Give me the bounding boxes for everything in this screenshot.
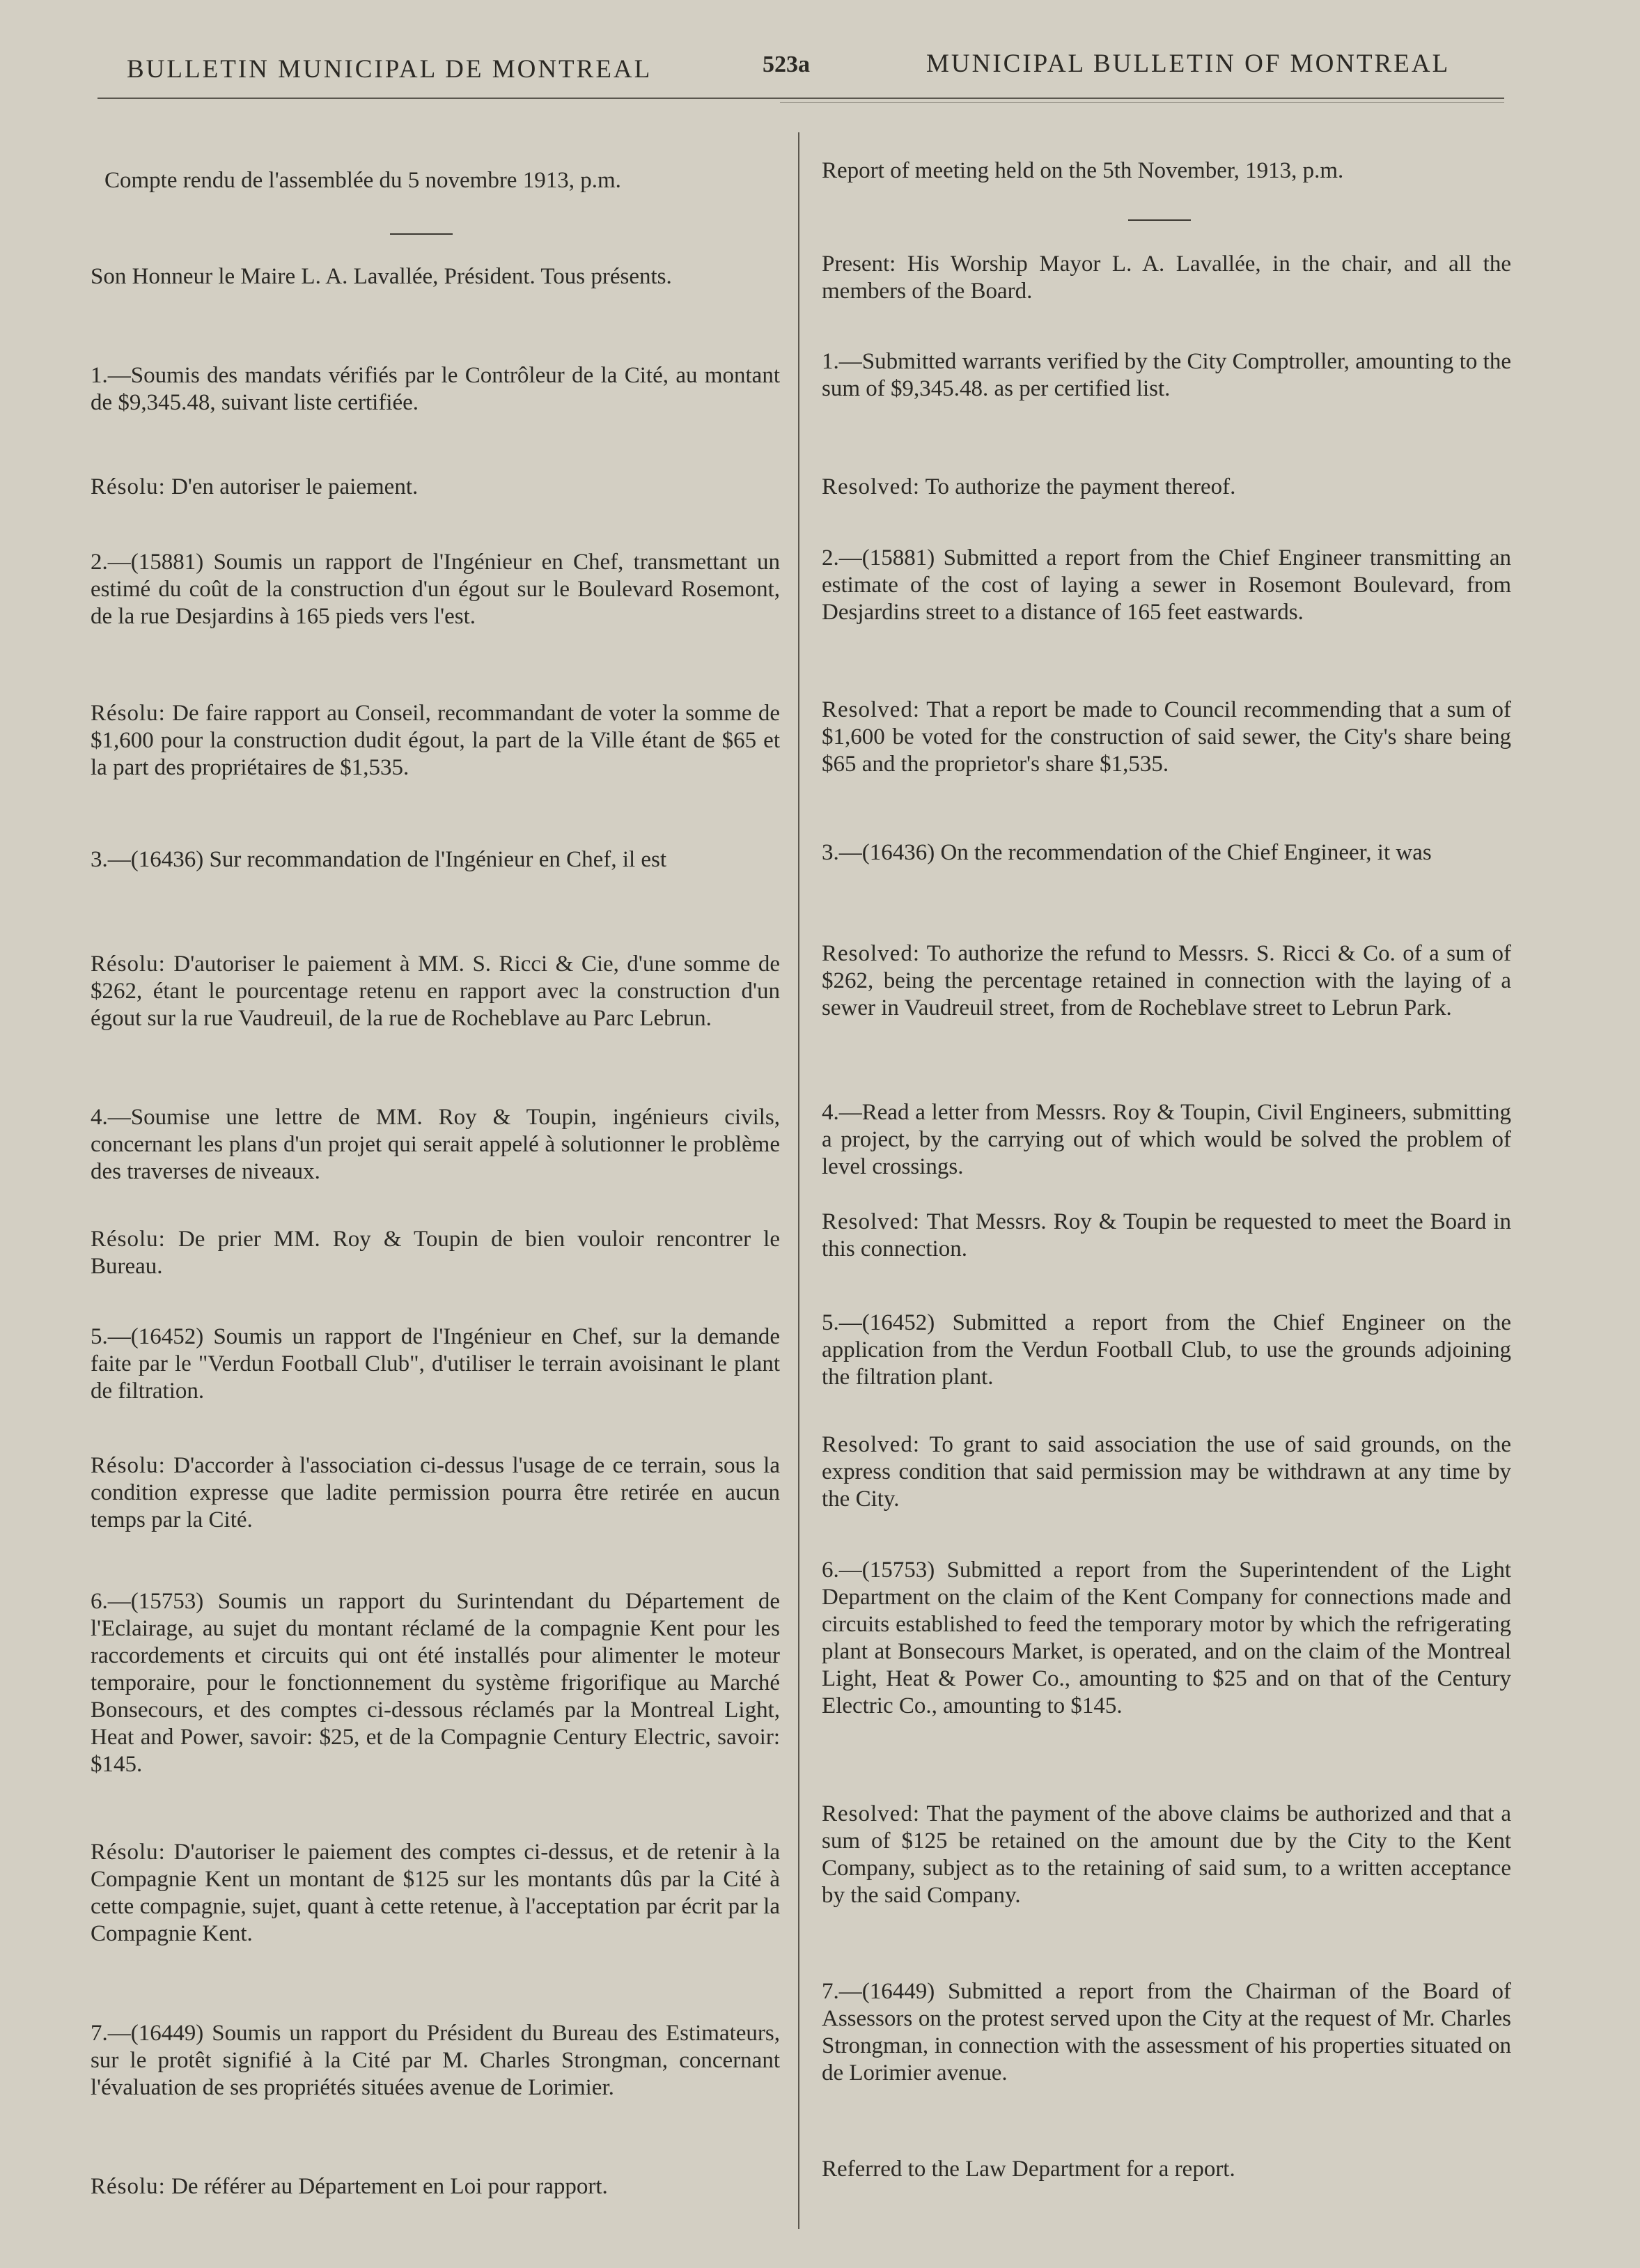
fr-resolved-label: Résolu: bbox=[91, 2174, 166, 2199]
en-item-5: 5.—(16452) Submitted a report from the Chief Engineer on the application from the Verdun Football Club, to use the grounds adjoining the filtration plant. bbox=[822, 1310, 1511, 1390]
fr-resolved-label: Résolu: bbox=[91, 1227, 166, 1252]
en-resolved-label: Resolved: bbox=[822, 941, 920, 966]
fr-item-3: 3.—(16436) Sur recommandation de l'Ingénieur en Chef, il est bbox=[91, 847, 667, 872]
en-resolution-text: To grant to said association the use of said grounds, on the express condition that said permission may be withdrawn at any time by the City. bbox=[822, 1432, 1511, 1512]
en-resolution-text: To authorize the payment thereof. bbox=[925, 474, 1236, 499]
fr-resolution-1 bbox=[91, 474, 780, 501]
en-resolution-6 bbox=[822, 1801, 1511, 1909]
header-title-fr: BULLETIN MUNICIPAL DE MONTREAL bbox=[127, 55, 653, 84]
fr-resolution-text: D'en autoriser le paiement. bbox=[171, 474, 419, 499]
fr-resolved-label: Résolu: bbox=[91, 1453, 166, 1478]
fr-title-separator bbox=[390, 233, 453, 235]
en-item-6: 6.—(15753) Submitted a report from the Superintendent of the Light Department on the claim of the Kent Company for connections made and circuits established to feed the temporary motor by which the refrigerating plant at Bonsecours Market, is operated, and on the claim of the Montreal Light, Heat & Power Co., amounting to $25 and on that of the Century Electric Co., amounting to $145. bbox=[822, 1558, 1511, 1718]
en-resolved-label: Resolved: bbox=[822, 1801, 920, 1826]
en-title-separator bbox=[1128, 219, 1191, 221]
fr-resolution-6 bbox=[91, 1839, 780, 1948]
en-resolution-4 bbox=[822, 1209, 1511, 1263]
en-resolved-label: Resolved: bbox=[822, 474, 920, 499]
fr-resolved-label: Résolu: bbox=[91, 952, 166, 977]
en-item-3: 3.—(16436) On the recommendation of the Chief Engineer, it was bbox=[822, 840, 1432, 865]
en-resolution-text: That Messrs. Roy & Toupin be requested to meet the Board in this connection. bbox=[822, 1209, 1512, 1261]
page-number: 523a bbox=[763, 52, 810, 77]
fr-resolution-text: De référer au Département en Loi pour rapport. bbox=[171, 2174, 608, 2199]
header-title-en: MUNICIPAL BULLETIN OF MONTREAL bbox=[926, 49, 1451, 78]
en-item-2: 2.—(15881) Submitted a report from the Chief Engineer transmitting an estimate of the cost of laying a sewer in Rosemont Boulevard, from Desjardins street to a distance of 165 feet eastwards. bbox=[822, 545, 1511, 625]
fr-resolution-7 bbox=[91, 2173, 780, 2200]
fr-resolution-3 bbox=[91, 951, 780, 1032]
en-resolution-7: Referred to the Law Department for a report. bbox=[822, 2157, 1235, 2182]
fr-resolved-label: Résolu: bbox=[91, 701, 166, 726]
en-resolution-3 bbox=[822, 940, 1511, 1022]
fr-item-5: 5.—(16452) Soumis un rapport de l'Ingénieur en Chef, sur la demande faite par le "Verdun Football Club", d'utiliser le terrain avoisinant le plant de filtration. bbox=[91, 1324, 780, 1404]
en-resolution-text: To authorize the refund to Messrs. S. Ricci & Co. of a sum of $262, being the percentage retained in connection with the laying of a sewer in Vaudreuil street, from de Rocheblave street to Lebrun Park. bbox=[822, 941, 1512, 1020]
fr-resolution-text: D'autoriser le paiement des comptes ci-dessus, et de retenir à la Compagnie Kent un montant de $125 sur les montants dûs par la Cité à cette compagnie, sujet, quant à cette retenue, à l'acceptation par écrit par la Compagnie Kent. bbox=[91, 1840, 781, 1946]
fr-item-4: 4.—Soumise une lettre de MM. Roy & Toupin, ingénieurs civils, concernant les plans d'un projet qui serait appelé à solutionner le problème des traverses de niveaux. bbox=[91, 1105, 780, 1184]
en-resolution-text: That a report be made to Council recommending that a sum of $1,600 be voted for the construction of said sewer, the City's share being $65 and the proprietor's share $1,535. bbox=[822, 697, 1512, 777]
fr-item-2: 2.—(15881) Soumis un rapport de l'Ingénieur en Chef, transmettant un estimé du coût de la construction d'un égout sur le Boulevard Rosemont, de la rue Desjardins à 165 pieds vers l'est. bbox=[91, 550, 780, 629]
en-item-1: 1.—Submitted warrants verified by the City Comptroller, amounting to the sum of $9,345.48. as per certified list. bbox=[822, 349, 1511, 401]
fr-item-7: 7.—(16449) Soumis un rapport du Président du Bureau des Estimateurs, sur le protêt signifié à la Cité par M. Charles Strongman, concernant l'évaluation de ses propriétés situées avenue de Lorimier. bbox=[91, 2021, 780, 2100]
en-resolution-text: That the payment of the above claims be authorized and that a sum of $125 be retained on the amount due by the City to the Kent Company, subject as to the retaining of said sum, to a written acceptance by the said Company. bbox=[822, 1801, 1512, 1908]
fr-resolution-5 bbox=[91, 1452, 780, 1534]
header-rule-secondary bbox=[780, 102, 1504, 103]
en-resolution-5 bbox=[822, 1431, 1511, 1513]
fr-resolved-label: Résolu: bbox=[91, 474, 166, 499]
fr-item-1: 1.—Soumis des mandats vérifiés par le Contrôleur de la Cité, au montant de $9,345.48, suivant liste certifiée. bbox=[91, 363, 780, 415]
fr-resolution-text: D'accorder à l'association ci-dessus l'usage de ce terrain, sous la condition expresse que ladite permission pourra être retirée en aucun temps par la Cité. bbox=[91, 1453, 781, 1532]
en-resolved-label: Resolved: bbox=[822, 1432, 920, 1457]
en-item-4: 4.—Read a letter from Messrs. Roy & Toupin, Civil Engineers, submitting a project, by the carrying out of which would be solved the problem of level crossings. bbox=[822, 1100, 1511, 1179]
fr-resolution-text: De faire rapport au Conseil, recommandant de voter la somme de $1,600 pour la construction dudit égout, la part de la Ville étant de $65 et la part des propriétaires de $1,535. bbox=[91, 701, 780, 780]
page-header bbox=[91, 43, 1497, 99]
fr-meeting-title: Compte rendu de l'assemblée du 5 novembre 1913, p.m. bbox=[104, 168, 621, 193]
en-meeting-title: Report of meeting held on the 5th November, 1913, p.m. bbox=[822, 158, 1344, 183]
en-resolved-label: Resolved: bbox=[822, 697, 920, 722]
header-rule bbox=[97, 98, 1504, 99]
en-resolution-1 bbox=[822, 474, 1511, 501]
fr-resolution-2 bbox=[91, 700, 780, 782]
fr-resolution-text: D'autoriser le paiement à MM. S. Ricci & Cie, d'une somme de $262, étant le pourcentage retenu en rapport avec la construction d'un égout sur la rue Vaudreuil, de la rue de Rocheblave au Parc Lebrun. bbox=[91, 952, 781, 1031]
column-divider bbox=[798, 132, 799, 2229]
en-item-7: 7.—(16449) Submitted a report from the Chairman of the Board of Assessors on the protest served upon the City at the request of Mr. Charles Strongman, in connection with the assessment of his properties situated on de Lorimier avenue. bbox=[822, 1979, 1511, 2086]
fr-resolved-label: Résolu: bbox=[91, 1840, 166, 1865]
en-present: Present: His Worship Mayor L. A. Lavallée, in the chair, and all the members of the Board. bbox=[822, 251, 1511, 304]
fr-present: Son Honneur le Maire L. A. Lavallée, Président. Tous présents. bbox=[91, 264, 672, 289]
en-resolved-label: Resolved: bbox=[822, 1209, 920, 1234]
fr-resolution-4 bbox=[91, 1226, 780, 1280]
fr-resolution-text: De prier MM. Roy & Toupin de bien vouloir rencontrer le Bureau. bbox=[91, 1227, 780, 1279]
fr-item-6: 6.—(15753) Soumis un rapport du Surintendant du Département de l'Eclairage, au sujet du montant réclamé de la compagnie Kent pour les raccordements et circuits qui ont été installés pour alimenter le moteur temporaire, pour le fonctionnement du système frigorifique au Marché Bonsecours, et des comptes ci-dessous réclamés par la Montreal Light, Heat and Power, savoir: $25, et de la Compagnie Century Electric, savoir: $145. bbox=[91, 1589, 780, 1777]
en-resolution-2 bbox=[822, 697, 1511, 778]
